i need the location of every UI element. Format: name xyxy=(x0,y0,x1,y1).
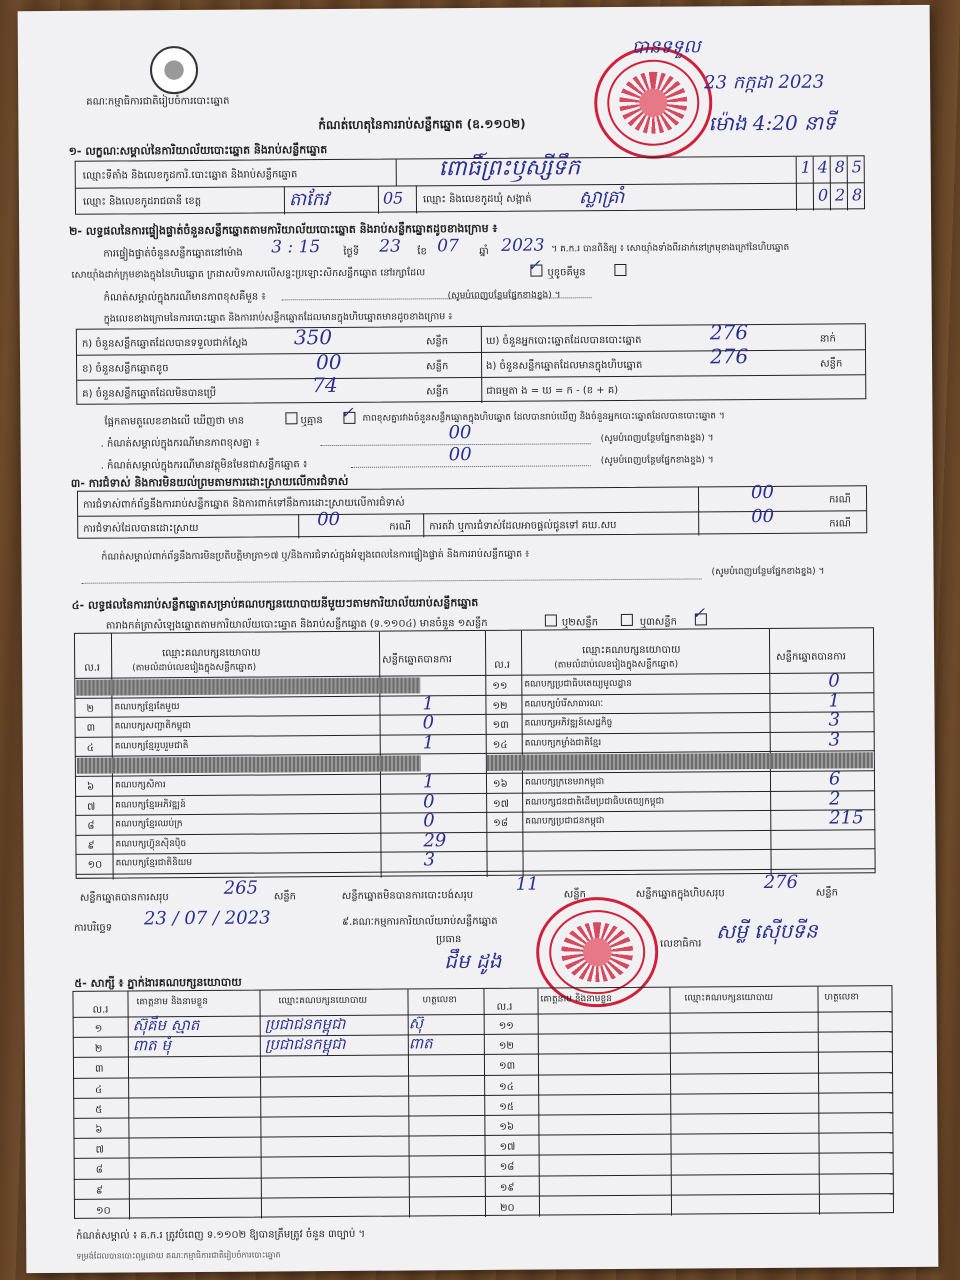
party-no: ១៧ xyxy=(493,798,509,810)
verify-line2: សោយ៉ាំងដាក់ក្រុមខាងក្នុងនៃហិបឆ្នោត ក្រដាសបិទភាសលើសន្ទះប្រឡោះសិកសន្លឹកឆ្នោត នៅរក្សាដែល xyxy=(71,267,426,281)
total-invalid-label: សន្លឹកឆ្នោតមិនបានការបោះបង់សរុប xyxy=(341,890,474,902)
witness-left-col-name: គោត្តនាម និងនាមខ្លួន xyxy=(136,996,208,1008)
witness-sign: ស៊ុ xyxy=(408,1014,424,1033)
total-invalid-unit: សន្លឹក xyxy=(563,889,587,901)
site-code-4: 5 xyxy=(851,157,862,177)
witness-no: ៧ xyxy=(95,1144,104,1156)
sheet2-checkbox[interactable] xyxy=(621,614,633,626)
secretary-signature: សម្លី ស៊ើបទីន xyxy=(715,918,818,944)
unused-label: គ) ចំនួនសន្លឹកឆ្នោតដែលមិនបានប្រើ xyxy=(82,387,217,400)
party-votes: 3 xyxy=(828,729,841,751)
left-col-votes: សន្លឹកឆ្នោតបានការ xyxy=(382,654,453,666)
party-name: គណបក្សក្រខេមរាកម្ពុជា xyxy=(524,777,605,788)
spoiled-value: 00 xyxy=(315,349,342,375)
unused-value: 74 xyxy=(312,372,338,398)
party-name: គណបក្សខ្មែរតែមួយ xyxy=(114,701,180,713)
party-name: គណបក្សខ្មែរឈប់ក្រ xyxy=(115,819,183,830)
right-col-party-sub: (តាមលំដាប់លេខរៀងក្នុងសន្លឹកឆ្នោត) xyxy=(554,659,679,671)
party-no: ៤ xyxy=(86,742,94,754)
receipt-date: 23 កក្កដា 2023 xyxy=(704,71,825,94)
chair-signature: ជឹម ដូង xyxy=(444,948,502,974)
party-votes: 1 xyxy=(422,771,435,793)
section1-heading: ១- លក្ខណៈសម្គាល់នៃការិយាល័យបោះឆ្នោត និងរាប់សន្លឹកឆ្នោត xyxy=(68,143,328,158)
right-col-party: ឈ្មោះគណបក្សនយោបាយ xyxy=(582,644,681,657)
party-no: ១៦ xyxy=(492,778,508,790)
party-no: ២ xyxy=(86,703,95,715)
party-name: គណបក្សខ្មែរអភិវឌ្ឍន៍ xyxy=(115,799,186,811)
inbox-value: 276 xyxy=(709,344,749,369)
commune-name: ស្លាគ្រាំ xyxy=(578,186,625,209)
receipt-time: ម៉ោង 4:20 នាទី xyxy=(708,110,836,136)
voters-value: 276 xyxy=(709,320,749,345)
verify-day: 23 xyxy=(379,236,401,257)
witness-left-col-party: ឈ្មោះគណបក្សនយោបាយ xyxy=(278,995,368,1007)
section3-heading: ៣- ការជំទាស់ និងការមិនយល់ព្រមតាមការដោះស្រាយលើការជំទាស់ xyxy=(70,474,349,490)
party-no: ១៣ xyxy=(492,719,509,732)
witness-no: ២ xyxy=(94,1043,103,1055)
footer-note: កំណត់សម្គាល់ ៖ គ.ក.រ ត្រូវបំពេញ ទ.១១០២ ឱ្យបានត្រឹមត្រូវ ចំនួន ៣ច្បាប់ ។ xyxy=(76,1228,366,1242)
receipt-label: បានទទួល xyxy=(631,36,701,58)
party-name: គណបក្សកម្លាំងជាតិខ្មែរ xyxy=(524,737,602,749)
commune-code-1: 0 xyxy=(817,185,829,205)
witness-no-right: ១៨ xyxy=(499,1162,515,1174)
verify-day-label: ថ្ងៃទី xyxy=(343,246,360,258)
right-col-no: ល.រ xyxy=(494,659,511,671)
commune-label: ឈ្មោះ និងលេខកូដឃុំ សង្កាត់ xyxy=(422,193,532,206)
witness-right-col-name: គោត្តនាម និងនាមខ្លួន xyxy=(540,994,612,1005)
secretary-label: លេខាធិការ xyxy=(660,938,702,950)
site-code-3: 8 xyxy=(834,157,845,177)
total-all-label: សន្លឹកឆ្នោតក្នុងហិបសរុប xyxy=(635,888,725,900)
party-votes: 2 xyxy=(829,788,841,810)
witness-sign: ពាត xyxy=(408,1034,433,1053)
left-col-no: ល.រ xyxy=(84,662,101,674)
note1-fill: (សូមបំពេញបន្ថែមផ្នែកខាងខ្នង) ។ xyxy=(600,433,714,445)
party-no: ១៨ xyxy=(493,817,508,830)
objection-resolved-value: 00 xyxy=(317,508,341,531)
diff-yes-checkbox[interactable] xyxy=(285,412,297,424)
total-all-unit: សន្លឹក xyxy=(815,887,839,899)
party-name: គណបក្សខ្មែររួបរួមជាតិ xyxy=(114,740,189,752)
party-votes: 3 xyxy=(828,709,841,731)
site-name: ពោធិ៍ព្រះឫស្សីទឹក xyxy=(438,155,581,182)
party-name: គណបក្សខ្មែរជាតិនិយម xyxy=(115,858,193,869)
witness-no: ៣ xyxy=(94,1064,104,1076)
witness-no-right: ១៤ xyxy=(499,1081,514,1093)
left-col-party: ឈ្មោះគណបក្សនយោបាយ xyxy=(162,647,261,660)
diff-none-label: ឬគ្មាន xyxy=(300,415,323,427)
received-unit: សន្លឹក xyxy=(425,336,449,348)
witness-party: ប្រជាជនកម្ពុជា xyxy=(264,1014,346,1034)
province-name: តាកែវ xyxy=(288,189,330,211)
party-no: ៩ xyxy=(87,840,95,852)
objection-note: កំណត់សម្គាល់ពាក់ព័ន្ធនឹងការមិនប្រតិបត្តិមាត្រា១៧ ឬ/និងការជំទាស់ក្នុងអំឡុងពេលនៃការផ្ទៀងផ្ទាត់ និងការរាប់សន្លឹកឆ្នោត ៖ xyxy=(101,548,530,563)
party-no: ៦ xyxy=(86,781,95,793)
site-label: ឈ្មោះទីតាំង និងលេខកូដការិ.បោះឆ្នោត និងរាប់សន្លឹកឆ្នោត xyxy=(82,169,298,182)
note2-value: 00 xyxy=(448,444,472,466)
witness-no-right: ១៣ xyxy=(498,1061,516,1073)
party-votes: 0 xyxy=(422,712,435,734)
witness-no-right: ១៥ xyxy=(499,1101,514,1113)
voters-unit: នាក់ xyxy=(819,333,836,345)
sheet1-checkbox[interactable] xyxy=(545,614,557,626)
province-label: ឈ្មោះ និងលេខកូដរាជធានី ខេត្ត xyxy=(82,195,202,208)
verify-month-label: ខែ xyxy=(417,246,427,258)
diff-note-fill: (សូមបំពេញបន្ថែមផ្នែកខាងខ្នង) ។ xyxy=(447,290,561,302)
party-name: គណបក្សសញ្ជាតិកម្ពុជា xyxy=(114,721,191,732)
check-rest: ភាពខុសគ្នារវាងចំនួនសន្លឹកឆ្នោតក្នុងហិបឆ្នោត ដែលបានរាប់ឃើញ និងចំនួនអ្នកបោះឆ្នោតដែលបានបោះឆ្នោត ។ xyxy=(362,411,725,424)
witness-right-col-no: ល.រ xyxy=(496,1001,513,1013)
witness-no: ៥ xyxy=(95,1104,103,1116)
total-valid-unit: សន្លឹក xyxy=(273,891,297,903)
received-value: 350 xyxy=(293,325,333,350)
shaded-row xyxy=(487,753,873,771)
objection-note-fill: (សូមបំពេញបន្ថែមផ្នែកខាងខ្នង) ។ xyxy=(711,566,825,578)
formula: ជាធម្មតា ង = ឃ = ក - (ខ + គ) xyxy=(486,385,619,397)
seal-broken-checkbox[interactable] xyxy=(614,264,626,276)
date-label: ការបរិច្ឆេទ xyxy=(73,922,113,934)
party-votes: 0 xyxy=(423,790,435,812)
party-no: ៨ xyxy=(87,820,95,832)
objection-row1-unit: ករណី xyxy=(829,494,851,506)
party-votes: 1 xyxy=(422,692,434,714)
party-votes: 1 xyxy=(422,732,435,754)
verify-time-label: ការផ្ទៀងផ្ទាត់ចំនួនសន្លឹកឆ្នោតនៅម៉ោង xyxy=(103,247,243,260)
note1-value: 00 xyxy=(448,422,472,444)
verify-time: 3 : 15 xyxy=(271,237,321,258)
tally-sheet-line: តារាងកត់ត្រាសំឡេងឆ្នោតតាមការិយាល័យបោះឆ្នោត និងរាប់សន្លឹកឆ្នោត (ទ.១១០៤) មានចំនួន ១សន្លឹក xyxy=(105,617,488,632)
total-all-value: 276 xyxy=(763,871,799,894)
witness-no-right: ១១ xyxy=(498,1020,514,1032)
witness-no: ៩ xyxy=(95,1185,103,1197)
spoiled-label: ខ) ចំនួនសន្លឹកឆ្នោតខូច xyxy=(82,363,169,375)
section2-heading: ២- លទ្ធផលនៃការផ្ទៀងផ្ទាត់ចំនួនសន្លឹកឆ្នោតតាមការិយាល័យបោះឆ្នោត និងរាប់សន្លឹកឆ្នោតដូចខាងក្រោម ៖ xyxy=(69,221,498,238)
left-col-party-sub: (តាមលំដាប់លេខរៀងក្នុងសន្លឹកឆ្នោត) xyxy=(132,662,257,674)
check-line: ផ្អែកតាមតួលេខខាងលើ ឃើញថា មាន xyxy=(104,415,245,428)
voters-label: ឃ) ចំនួនអ្នកបោះឆ្នោតដែលបានបោះឆ្នោត xyxy=(485,334,642,347)
sheet3-check-icon: ✓ xyxy=(691,603,706,623)
witness-no: ៦ xyxy=(95,1124,103,1136)
page-title: កំណត់ហេតុនៃការរាប់សន្លឹកឆ្នោត (ឧ.១១០២) xyxy=(318,116,526,133)
nec-emblem-icon xyxy=(150,46,198,94)
witness-no: ១០ xyxy=(95,1205,111,1217)
chair-label: ប្រធាន xyxy=(436,934,462,946)
party-no: ១៤ xyxy=(492,739,508,751)
party-name: គណបក្សអភិវឌ្ឍន៍សេដ្ឋកិច្ច xyxy=(524,718,613,729)
section4-heading: ៤- លទ្ធផលនៃការរាប់សន្លឹកឆ្នោតសម្រាប់គណបក្សនយោបាយនីមួយៗតាមការិយាល័យរាប់សន្លឹកឆ្នោត xyxy=(71,595,479,612)
witness-no-right: ១៩ xyxy=(499,1182,515,1194)
total-valid-label: សន្លឹកឆ្នោតបានការសរុប xyxy=(79,892,169,904)
shaded-row xyxy=(76,677,420,695)
verify-year: 2023 xyxy=(501,235,545,256)
party-votes: 0 xyxy=(423,810,435,832)
total-valid-value: 265 xyxy=(223,877,259,899)
party-votes: 6 xyxy=(828,768,841,790)
witness-no-right: ១៧ xyxy=(499,1141,516,1154)
note2-fill: (សូមបំពេញបន្ថែមផ្នែកខាងខ្នង) ។ xyxy=(600,455,714,467)
party-votes: 0 xyxy=(828,670,840,692)
verify-year-label: ឆ្នាំ xyxy=(479,245,489,257)
spoiled-unit: សន្លឹក xyxy=(426,361,449,373)
right-col-votes: សន្លឹកឆ្នោតបានការ xyxy=(776,651,847,663)
witness-no: ៨ xyxy=(95,1165,103,1177)
printer-note: ទម្រង់ដែលបានបោះពុម្ពដោយ គណៈកម្មាធិការជាតិរៀបចំការបោះឆ្នោត xyxy=(76,1250,281,1261)
objection-escalated-unit: ករណី xyxy=(829,518,851,530)
witness-name: ពាត មុំ xyxy=(132,1036,171,1055)
objection-escalated-value: 00 xyxy=(751,505,775,528)
party-no: ៣ xyxy=(86,722,96,734)
party-name: គណបក្សជនជាតិដើមប្រជាធិបតេយ្យកម្ពុជា xyxy=(525,796,665,808)
party-votes: 215 xyxy=(829,807,864,829)
witness-no-right: ១៦ xyxy=(499,1121,515,1133)
party-votes: 29 xyxy=(423,830,447,852)
witness-party: ប្រជាជនកម្ពុជា xyxy=(264,1035,346,1054)
unused-unit: សន្លឹក xyxy=(426,386,449,398)
inbox-unit: សន្លឹក xyxy=(820,358,843,370)
received-label: ក) ចំនួនសន្លឹកឆ្នោតដែលបានទទួលជាក់ស្តែង xyxy=(81,337,248,350)
site-code-1: 1 xyxy=(800,157,811,177)
objection-resolved-unit: ករណី xyxy=(389,521,411,533)
objection-row1-value: 00 xyxy=(750,481,774,504)
signing-date: 23 / 07 / 2023 xyxy=(143,907,271,930)
witness-left-col-no: ល.រ xyxy=(92,1004,109,1016)
party-name: គណបក្សប្រជាជនកម្ពុជា xyxy=(525,816,605,827)
witness-right-col-sign: ហត្ថលេខា xyxy=(824,992,859,1003)
witness-no-right: ១២ xyxy=(498,1040,515,1053)
objection-resolved-label: ការជំទាស់ដែលបានដោះស្រាយ xyxy=(83,522,199,535)
witness-no: ៤ xyxy=(95,1084,103,1096)
witness-left-col-sign: ហត្ថលេខា xyxy=(422,995,457,1006)
commune-code-3: 8 xyxy=(851,185,863,205)
verify-month: 07 xyxy=(437,236,459,257)
site-code-2: 4 xyxy=(817,157,828,177)
seal-broken-label: ឬខូចគឺមួន xyxy=(547,267,586,279)
objection-row1-label: ការជំទាស់ពាក់ព័ន្ធនឹងការរាប់សន្លឹកឆ្នោត និងការពាក់ទៅនឹងការដោះស្រាយលើការជំទាស់ xyxy=(83,497,405,511)
party-votes: 1 xyxy=(828,690,840,712)
total-invalid-value: 11 xyxy=(515,873,539,895)
witness-name: ស៊ុគឹម ស្មាត xyxy=(132,1015,200,1035)
witness-no-right: ២០ xyxy=(499,1202,515,1214)
party-name: គណបក្សហ៊្វុនស៊ិនប៉ិច xyxy=(115,838,187,850)
province-code: 05 xyxy=(382,188,404,208)
objection-escalated-label: ការតវ៉ា ឬការជំទាស់ដែលអាចផ្តល់ជូនទៅ គឃ.សប xyxy=(429,520,617,533)
note2-label: . កំណត់សម្គាល់ក្នុងករណីមានវត្ថុមិនមែនជាសន្លឹកឆ្នោត ៖ xyxy=(100,459,308,472)
party-no: ៧ xyxy=(87,801,96,813)
official-stamp xyxy=(594,46,713,159)
party-no: ១១ xyxy=(492,680,508,692)
section5-heading: ៥- សាក្សី ៖ ភ្នាក់ងារគណបក្សនយោបាយ xyxy=(74,975,242,990)
note1-label: . កំណត់សម្គាល់ក្នុងករណីមានភាពខុសគ្នា ៖ xyxy=(100,437,260,450)
witness-right-col-party: ឈ្មោះគណបក្សនយោបាយ xyxy=(684,992,774,1004)
commune-code-2: 2 xyxy=(834,185,846,205)
party-no: ១០ xyxy=(87,860,103,872)
diff-note-label: កំណត់សម្គាល់ក្នុងករណីមានភាពខុសគឺមួន ៖ xyxy=(103,291,266,304)
committee-signature-label: ៩.គណៈកម្មការការិយាល័យរាប់សន្លឹកឆ្នោត xyxy=(341,915,498,928)
diff-none-check-icon: ✓ xyxy=(340,402,354,422)
verify-line1-rest: ។ គ.ក.រ បានពិនិត្យ ៖ សោយ៉ាំងទាំងពីរដាក់នៅក្រមុខាងក្រៅនៃហិបឆ្នោត xyxy=(551,242,790,255)
party-votes: 3 xyxy=(423,849,436,871)
party-name: គណបក្សសិការ xyxy=(114,780,166,791)
party-name: គណបក្សប្រជាធិបតេយ្យមូលដ្ឋាន xyxy=(524,678,632,690)
sheet2-label: ឬ២សន្លឹក xyxy=(561,617,599,629)
committee-name: គណៈកម្មាធិការជាតិរៀបចំការបោះឆ្នោត xyxy=(86,95,230,108)
shaded-row xyxy=(77,756,421,774)
seal-intact-check-icon: ✓ xyxy=(527,255,541,275)
sheet3-label: ឬ៣សន្លឹក xyxy=(639,616,678,628)
party-name: គណបក្សបំរើសាធារណៈ xyxy=(524,698,604,710)
form-paper xyxy=(18,5,939,1273)
inbox-label: ង) ចំនួនសន្លឹកឆ្នោតដែលមានក្នុងហិបឆ្នោត xyxy=(486,359,643,372)
counts-intro: ក្នុងលេខខាងក្រោមនៃការបោះឆ្នោត និងការរាប់សន្លឹកឆ្នោតដែលមានក្នុងហិបឆ្នោតមានដូចខាងក្រោម ៖ xyxy=(103,311,453,325)
witness-no: ១ xyxy=(94,1023,103,1035)
party-no: ១២ xyxy=(492,700,508,712)
